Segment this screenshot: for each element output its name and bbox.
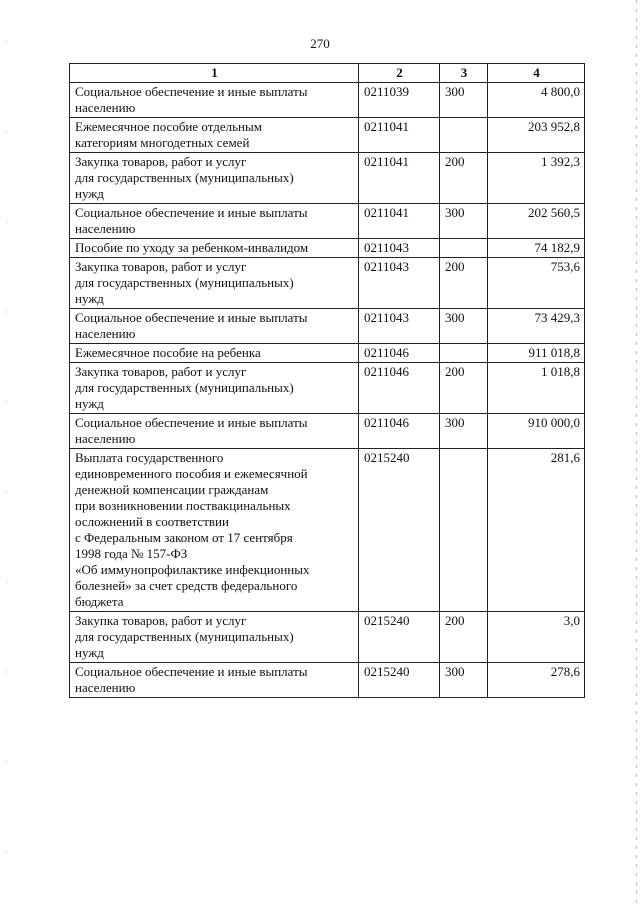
- table-row: [70, 258, 585, 309]
- row-code-cell: 0215240: [359, 449, 440, 612]
- scan-edge-right: [636, 0, 637, 905]
- table-body: [70, 83, 585, 698]
- row-name-cell: Социальное обеспечение и иные выплаты населению: [70, 204, 359, 239]
- row-name-cell: Ежемесячное пособие на ребенка: [70, 344, 359, 363]
- table-row: [70, 309, 585, 344]
- row-amount-cell: 753,6: [488, 258, 585, 309]
- table-row: [70, 414, 585, 449]
- row-amount-cell: 4 800,0: [488, 83, 585, 118]
- row-kind-cell: 200: [440, 612, 488, 663]
- row-code-cell: 0215240: [359, 612, 440, 663]
- row-kind-cell: 300: [440, 204, 488, 239]
- row-name-cell: Социальное обеспечение и иные выплаты населению: [70, 414, 359, 449]
- row-name-cell: Закупка товаров, работ и услуг для государственных (муниципальных) нужд: [70, 612, 359, 663]
- page-number: 270: [310, 36, 330, 51]
- row-kind-cell: [440, 239, 488, 258]
- row-amount-cell: 74 182,9: [488, 239, 585, 258]
- row-amount-cell: 278,6: [488, 663, 585, 698]
- table-header-row: [70, 64, 585, 83]
- row-kind-cell: 200: [440, 258, 488, 309]
- row-code-cell: 0211043: [359, 309, 440, 344]
- row-amount-cell: 281,6: [488, 449, 585, 612]
- table-row: [70, 153, 585, 204]
- column-header-1: 1: [70, 64, 359, 83]
- row-code-cell: 0211043: [359, 239, 440, 258]
- row-kind-cell: 200: [440, 363, 488, 414]
- table-row: [70, 363, 585, 414]
- row-amount-cell: 910 000,0: [488, 414, 585, 449]
- row-kind-cell: 200: [440, 153, 488, 204]
- row-code-cell: 0211046: [359, 414, 440, 449]
- row-amount-cell: 3,0: [488, 612, 585, 663]
- row-code-cell: 0211039: [359, 83, 440, 118]
- row-kind-cell: 300: [440, 414, 488, 449]
- row-name-cell: Социальное обеспечение и иные выплаты населению: [70, 663, 359, 698]
- row-name-cell: Закупка товаров, работ и услуг для государственных (муниципальных) нужд: [70, 153, 359, 204]
- row-code-cell: 0211046: [359, 344, 440, 363]
- row-code-cell: 0211046: [359, 363, 440, 414]
- column-header-4: 4: [488, 64, 585, 83]
- row-name-cell: Закупка товаров, работ и услуг для государственных (муниципальных) нужд: [70, 363, 359, 414]
- row-name-cell: Ежемесячное пособие отдельным категориям многодетных семей: [70, 118, 359, 153]
- table-row: [70, 239, 585, 258]
- row-code-cell: 0211041: [359, 204, 440, 239]
- row-kind-cell: 300: [440, 663, 488, 698]
- table-row: [70, 663, 585, 698]
- row-kind-cell: [440, 344, 488, 363]
- row-name-cell: Социальное обеспечение и иные выплаты населению: [70, 83, 359, 118]
- row-name-cell: Выплата государственного единовременного пособия и ежемесячной денежной компенсации гражданам при возникновении поствакцинальных осложнений в соответствии с Федеральным законом от 17 сентября 1998 года № 157-ФЗ «Об иммунопрофилактике инфекционных болезней» за счет средств федерального бюджета: [70, 449, 359, 612]
- row-code-cell: 0211043: [359, 258, 440, 309]
- row-amount-cell: 1 018,8: [488, 363, 585, 414]
- table-row: [70, 118, 585, 153]
- row-name-cell: Закупка товаров, работ и услуг для государственных (муниципальных) нужд: [70, 258, 359, 309]
- row-code-cell: 0211041: [359, 153, 440, 204]
- row-kind-cell: [440, 118, 488, 153]
- row-code-cell: 0211041: [359, 118, 440, 153]
- row-kind-cell: 300: [440, 83, 488, 118]
- table-row: [70, 449, 585, 612]
- table-row: [70, 204, 585, 239]
- budget-table: [69, 63, 585, 698]
- column-header-2: 2: [359, 64, 440, 83]
- row-amount-cell: 1 392,3: [488, 153, 585, 204]
- row-amount-cell: 73 429,3: [488, 309, 585, 344]
- row-kind-cell: 300: [440, 309, 488, 344]
- table-row: [70, 612, 585, 663]
- row-name-cell: Пособие по уходу за ребенком-инвалидом: [70, 239, 359, 258]
- row-amount-cell: 203 952,8: [488, 118, 585, 153]
- row-name-cell: Социальное обеспечение и иные выплаты населению: [70, 309, 359, 344]
- row-amount-cell: 202 560,5: [488, 204, 585, 239]
- row-amount-cell: 911 018,8: [488, 344, 585, 363]
- table-row: [70, 344, 585, 363]
- row-kind-cell: [440, 449, 488, 612]
- table-row: [70, 83, 585, 118]
- row-code-cell: 0215240: [359, 663, 440, 698]
- scan-edge-left: [6, 0, 7, 905]
- column-header-3: 3: [440, 64, 488, 83]
